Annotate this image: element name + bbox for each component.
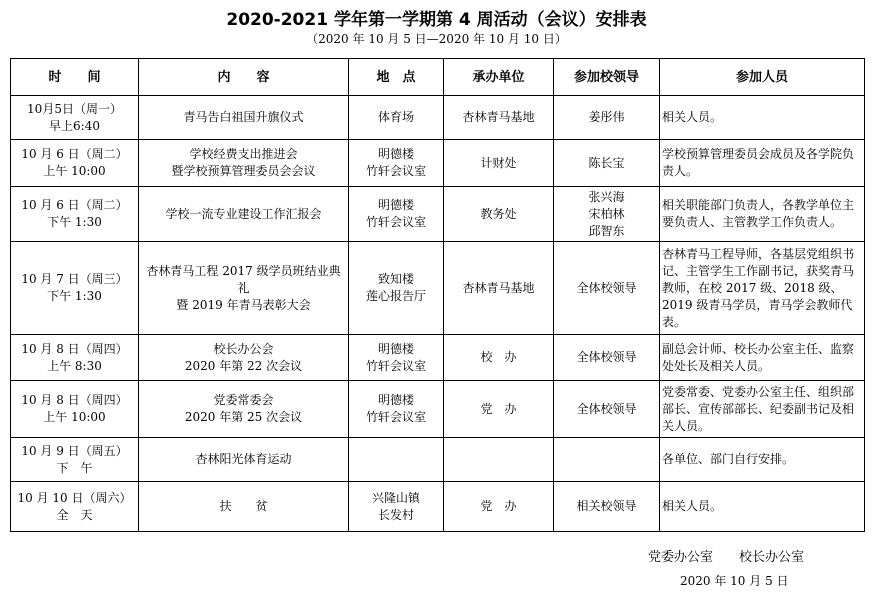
table-row — [11, 140, 865, 187]
table-row — [11, 482, 865, 532]
leaders-cell: 相关校领导 — [554, 482, 660, 532]
place-cell: 明德楼 竹轩会议室 — [349, 187, 444, 242]
leaders-cell: 全体校领导 — [554, 381, 660, 438]
table-row — [11, 242, 865, 335]
attendees-cell: 相关人员。 — [660, 96, 865, 140]
header-organizer: 承办单位 — [444, 59, 554, 96]
table-row — [11, 381, 865, 438]
document-title: 2020-2021 学年第一学期第 4 周活动（会议）安排表 — [226, 10, 647, 30]
leaders-cell: 陈长宝 — [554, 140, 660, 187]
attendees-cell: 各单位、部门自行安排。 — [660, 438, 865, 482]
place-cell: 明德楼 竹轩会议室 — [349, 381, 444, 438]
time-cell: 10 月 6 日（周二） 下午 1:30 — [11, 187, 139, 242]
time-cell: 10 月 6 日（周二） 上午 10:00 — [11, 140, 139, 187]
time-cell: 10 月 7 日（周三） 下午 1:30 — [11, 242, 139, 335]
leaders-cell: 张兴海 宋柏林 邱智东 — [554, 187, 660, 242]
organizer-cell: 计财处 — [444, 140, 554, 187]
content-cell: 党委常委会 2020 年第 25 次会议 — [139, 381, 349, 438]
organizer-cell: 杏林青马基地 — [444, 242, 554, 335]
table-header-row — [11, 59, 865, 96]
header-leaders: 参加校领导 — [554, 59, 660, 96]
attendees-cell: 杏林青马工程导师，各基层党组织书记、主管学生工作副书记，获奖青马教师，在校 2017 级、2018 级、2019 级青马学员，青马学会教师代表。 — [660, 242, 865, 335]
header-time: 时 间 — [11, 59, 139, 96]
place-cell: 明德楼 竹轩会议室 — [349, 140, 444, 187]
content-cell: 校长办公会 2020 年第 22 次会议 — [139, 335, 349, 381]
attendees-cell: 副总会计师、校长办公室主任、监察处处长及相关人员。 — [660, 335, 865, 381]
attendees-cell: 相关人员。 — [660, 482, 865, 532]
header-content: 内 容 — [139, 59, 349, 96]
organizer-cell: 党 办 — [444, 482, 554, 532]
place-cell: 体育场 — [349, 96, 444, 140]
attendees-cell: 党委常委、党委办公室主任、组织部部长、宣传部部长、纪委副书记及相关人员。 — [660, 381, 865, 438]
organizer-cell: 党 办 — [444, 381, 554, 438]
attendees-cell: 相关职能部门负责人，各教学单位主要负责人、主管教学工作负责人。 — [660, 187, 865, 242]
leaders-cell — [554, 438, 660, 482]
leaders-cell: 姜彤伟 — [554, 96, 660, 140]
time-cell: 10 月 10 日（周六） 全 天 — [11, 482, 139, 532]
footer-signature: 党委办公室 校长办公室 — [648, 550, 805, 565]
time-cell: 10月5日（周一） 早上6:40 — [11, 96, 139, 140]
attendees-cell: 学校预算管理委员会成员及各学院负责人。 — [660, 140, 865, 187]
table-row — [11, 335, 865, 381]
place-cell — [349, 438, 444, 482]
content-cell: 扶 贫 — [139, 482, 349, 532]
table-row — [11, 438, 865, 482]
content-cell: 青马告白祖国升旗仪式 — [139, 96, 349, 140]
table-row — [11, 187, 865, 242]
leaders-cell: 全体校领导 — [554, 242, 660, 335]
footer-date: 2020 年 10 月 5 日 — [680, 574, 789, 588]
content-cell: 杏林阳光体育运动 — [139, 438, 349, 482]
place-cell: 明德楼 竹轩会议室 — [349, 335, 444, 381]
leaders-cell: 全体校领导 — [554, 335, 660, 381]
place-cell: 兴隆山镇 长发村 — [349, 482, 444, 532]
document-subtitle: （2020 年 10 月 5 日—2020 年 10 月 10 日） — [306, 32, 567, 46]
organizer-cell: 杏林青马基地 — [444, 96, 554, 140]
content-cell: 杏林青马工程 2017 级学员班结业典礼 暨 2019 年青马表彰大会 — [139, 242, 349, 335]
organizer-cell: 教务处 — [444, 187, 554, 242]
organizer-cell: 校 办 — [444, 335, 554, 381]
content-cell: 学校经费支出推进会 暨学校预算管理委员会会议 — [139, 140, 349, 187]
place-cell: 致知楼 莲心报告厅 — [349, 242, 444, 335]
time-cell: 10 月 9 日（周五） 下 午 — [11, 438, 139, 482]
organizer-cell — [444, 438, 554, 482]
table-row — [11, 96, 865, 140]
time-cell: 10 月 8 日（周四） 上午 8:30 — [11, 335, 139, 381]
schedule-table — [10, 58, 865, 532]
content-cell: 学校一流专业建设工作汇报会 — [139, 187, 349, 242]
header-attendees: 参加人员 — [660, 59, 865, 96]
header-place: 地 点 — [349, 59, 444, 96]
time-cell: 10 月 8 日（周四） 上午 10:00 — [11, 381, 139, 438]
